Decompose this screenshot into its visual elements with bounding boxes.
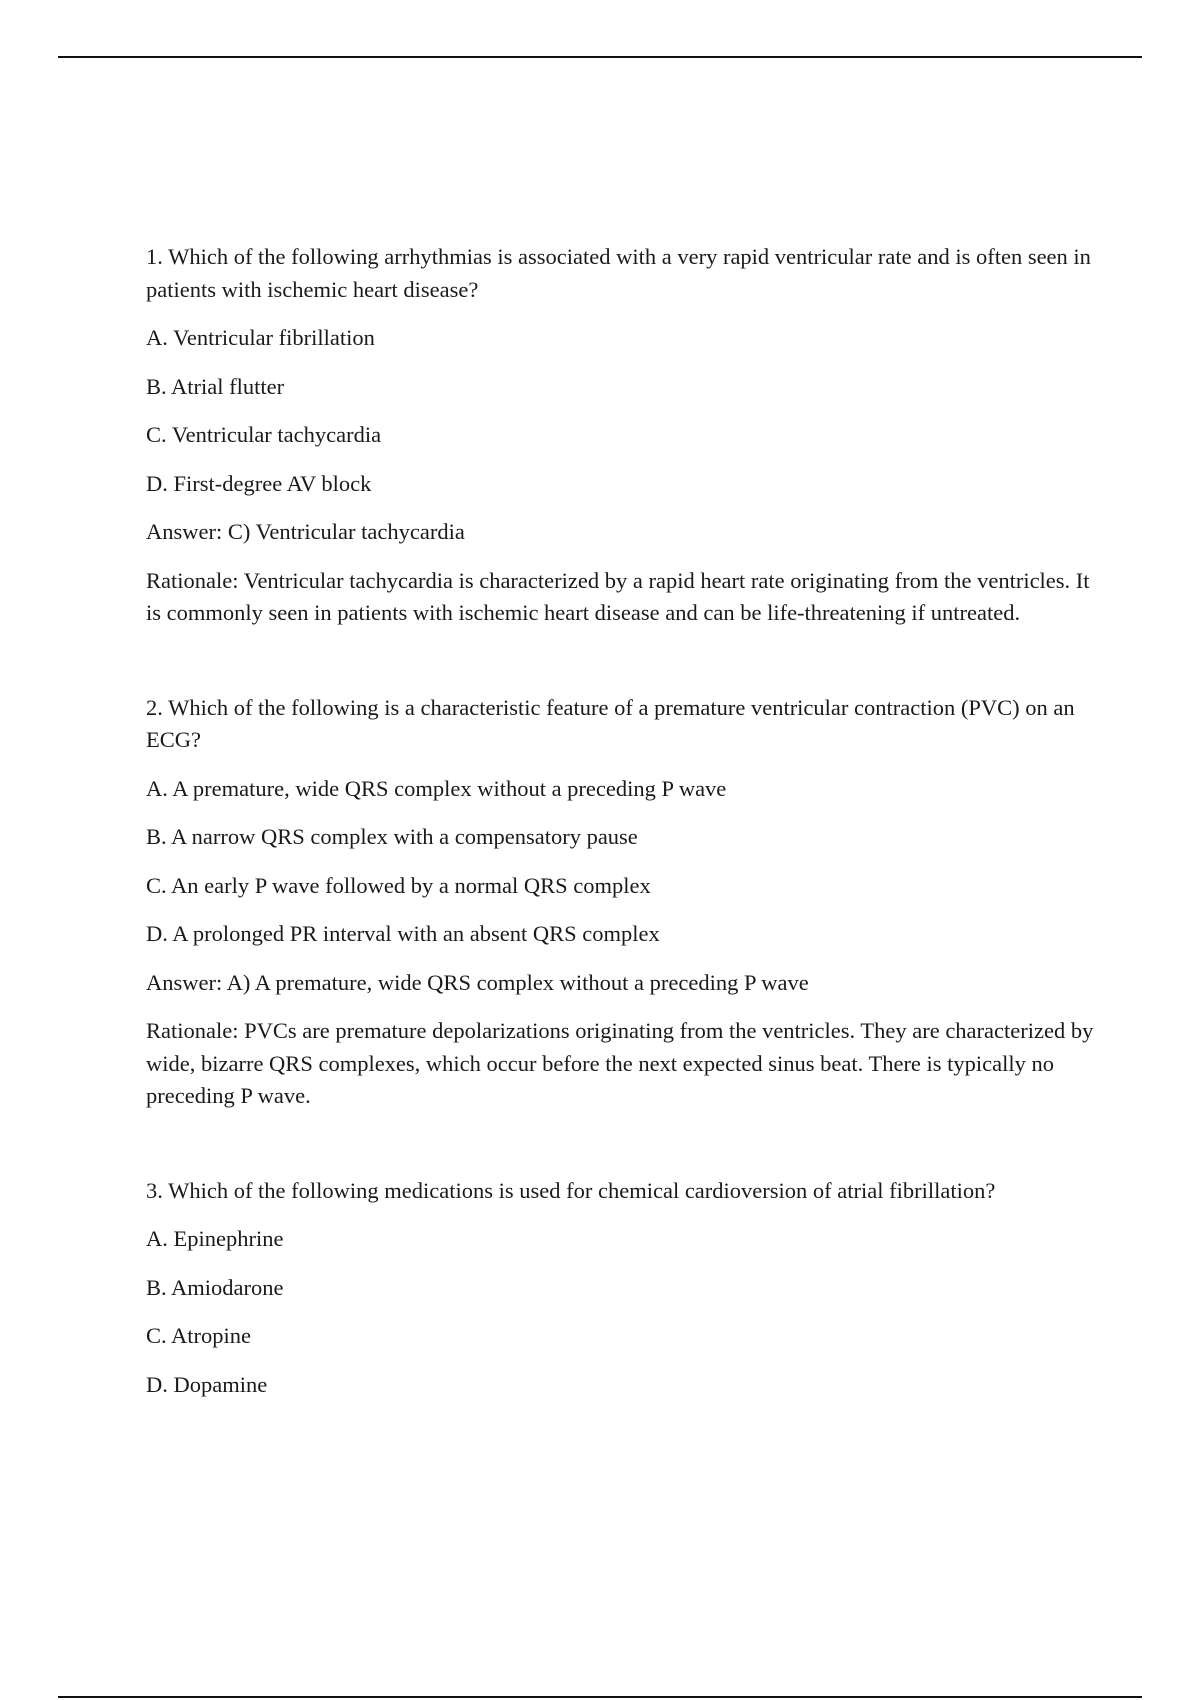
option-c: C. Ventricular tachycardia: [146, 422, 382, 447]
option-b: B. A narrow QRS complex with a compensatory pause: [146, 824, 638, 849]
question-3: [146, 1175, 1096, 1402]
question-1: [146, 241, 1096, 630]
header-rule: [58, 56, 1142, 58]
answer: Answer: A) A premature, wide QRS complex without a preceding P wave: [146, 969, 809, 995]
option-d: D. A prolonged PR interval with an absent QRS complex: [146, 921, 660, 946]
rationale: Rationale: Ventricular tachycardia is characterized by a rapid heart rate originating from the ventricles. It is commonly seen in patients with ischemic heart disease and can be life-threatening if untreated.: [146, 567, 1090, 625]
question-text: 2. Which of the following is a characteristic feature of a premature ventricular contraction (PVC) on an ECG?: [146, 694, 1075, 752]
option-a: A. A premature, wide QRS complex without a preceding P wave: [146, 775, 727, 801]
option-a: A. Epinephrine: [146, 1226, 284, 1251]
option-d: D. First-degree AV block: [146, 470, 372, 496]
option-b: B. Atrial flutter: [146, 373, 285, 399]
option-b: B. Amiodarone: [146, 1274, 284, 1300]
question-text: 1. Which of the following arrhythmias is associated with a very rapid ventricular rate and is often seen in patients with ischemic heart disease?: [146, 244, 1091, 302]
rationale: Rationale: PVCs are premature depolarizations originating from the ventricles. They are characterized by wide, bizarre QRS complexes, which occur before the next expected sinus beat. There is typically no preceding P wave.: [146, 1018, 1094, 1108]
question-text: 3. Which of the following medications is used for chemical cardioversion of atrial fibrillation?: [146, 1177, 996, 1203]
option-c: C. An early P wave followed by a normal QRS complex: [146, 872, 651, 898]
document-body: [146, 241, 1096, 1417]
question-2: [146, 692, 1096, 1113]
option-d: D. Dopamine: [146, 1371, 268, 1397]
answer: Answer: C) Ventricular tachycardia: [146, 519, 465, 544]
option-c: C. Atropine: [146, 1323, 251, 1348]
footer-rule: [58, 1696, 1142, 1698]
option-a: A. Ventricular fibrillation: [146, 325, 375, 350]
